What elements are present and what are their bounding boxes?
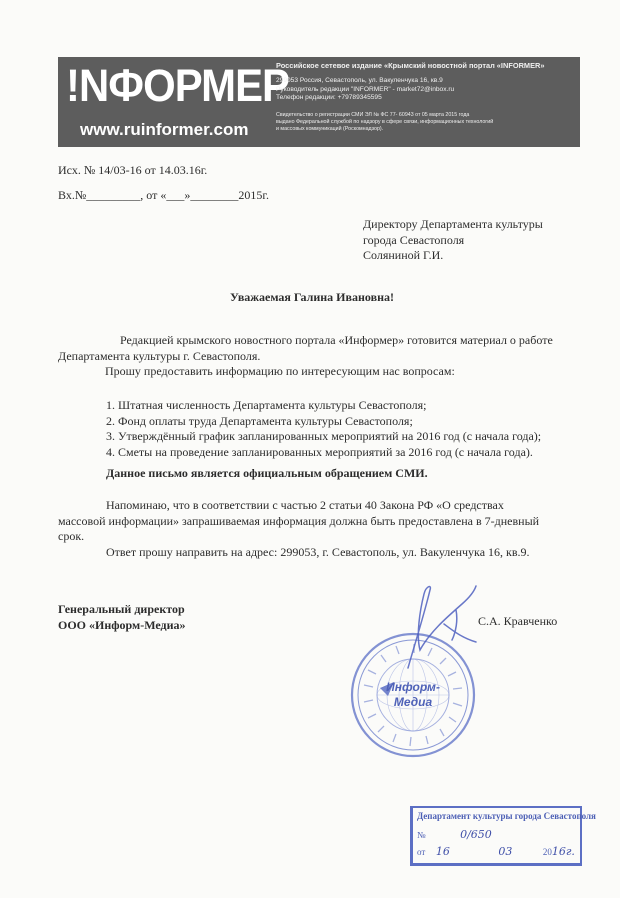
list-item: 1. Штатная численность Департамента культуры Севастополя; (106, 398, 427, 412)
salutation: Уважаемая Галина Ивановна! (230, 290, 394, 304)
stamp-day: 16 (435, 845, 450, 858)
reply-address: Ответ прошу направить на адрес: 299053, г. Севастополь, ул. Вакуленчука 16, кв.9. (106, 545, 530, 559)
reminder-line: Напоминаю, что в соответствии с частью 2 статьи 40 Закона РФ «О средствах (106, 498, 504, 512)
outlet-title: Российское сетевое издание «Крымский новостной портал «INFORMER» (276, 61, 545, 70)
reminder-line: срок. (58, 529, 85, 543)
intro-line: Прошу предоставить информацию по интересующим нас вопросам: (105, 364, 455, 378)
intro-line: Редакцией крымского новостного портала «Информер» готовится материал о работе (120, 333, 553, 347)
addressee-line: Директору Департамента культуры (363, 217, 543, 231)
list-item: 2. Фонд оплаты труда Департамента культуры Севастополя; (106, 413, 413, 428)
registration-stamp (410, 806, 596, 866)
stamp-month: 03 (498, 845, 513, 858)
reminder-paragraph (58, 498, 539, 545)
letterhead-banner (58, 57, 580, 147)
addressee-line: Соляниной Г.И. (363, 248, 444, 262)
handwritten-signature (386, 580, 496, 675)
stamp-title: Департамент культуры города Севастополя (417, 811, 596, 821)
seal-text (368, 680, 458, 710)
site-url: www.ruinformer.com (80, 120, 249, 139)
stamp-year-suffix: 16г. (551, 845, 575, 858)
informer-logo: !NФОРМЕР (66, 60, 290, 111)
stamp-date-prefix: от (417, 847, 426, 857)
seal-line: Медиа (393, 695, 433, 709)
addressee-block (363, 217, 543, 264)
stamp-number-value: 0/650 (460, 828, 492, 841)
intro-line: Департамента культуры г. Севастополя. (58, 348, 261, 363)
contact-line: 299053 Россия, Севастополь, ул. Вакуленчука 16, кв.9 (276, 77, 443, 84)
stamp-number-label: № (417, 830, 426, 840)
stamp-date-row (417, 845, 577, 858)
registration-line: Свидетельство о регистрации СМИ ЭЛ № ФС 77- 60943 от 05 марта 2015 года (276, 111, 470, 118)
signatory-company: ООО «Информ-Медиа» (58, 617, 186, 632)
outgoing-reference: Исх. № 14/03-16 от 14.03.16г. (58, 163, 208, 177)
registration-line: и массовых коммуникаций (Роскомнадзор). (276, 125, 384, 132)
seal-line: Информ- (386, 680, 440, 694)
intro-paragraph (58, 333, 553, 380)
signatory-block (58, 602, 186, 633)
contact-line: Телефон редакции: +79789345595 (276, 94, 382, 102)
list-item: 3. Утверждённый график запланированных мероприятий на 2016 год (с начала года); (106, 429, 542, 443)
questions-list (106, 398, 541, 460)
stamp-number-row (417, 828, 492, 841)
addressee-line: города Севастополя (363, 232, 465, 247)
registration-line: выдано Федеральной службой по надзору в сфере связи, информационных технологий (276, 118, 494, 125)
signatory-name: С.А. Кравченко (478, 614, 558, 628)
signatory-position: Генеральный директор (58, 602, 185, 616)
official-note: Данное письмо является официальным обращением СМИ. (106, 466, 428, 480)
letterhead-info (276, 61, 576, 133)
stamp-year-prefix: 20 (542, 847, 552, 857)
list-item: 4. Сметы на проведение запланированных мероприятий за 2016 год (с начала года). (106, 444, 533, 459)
incoming-reference: Вх.№_________, от «___»________2015г. (58, 188, 269, 202)
contact-line: Руководитель редакции "INFORMER" - market72@inbox.ru (276, 85, 455, 93)
reminder-line: массовой информации» запрашиваемая информация должна быть предоставлена в 7-дневный (58, 513, 540, 528)
